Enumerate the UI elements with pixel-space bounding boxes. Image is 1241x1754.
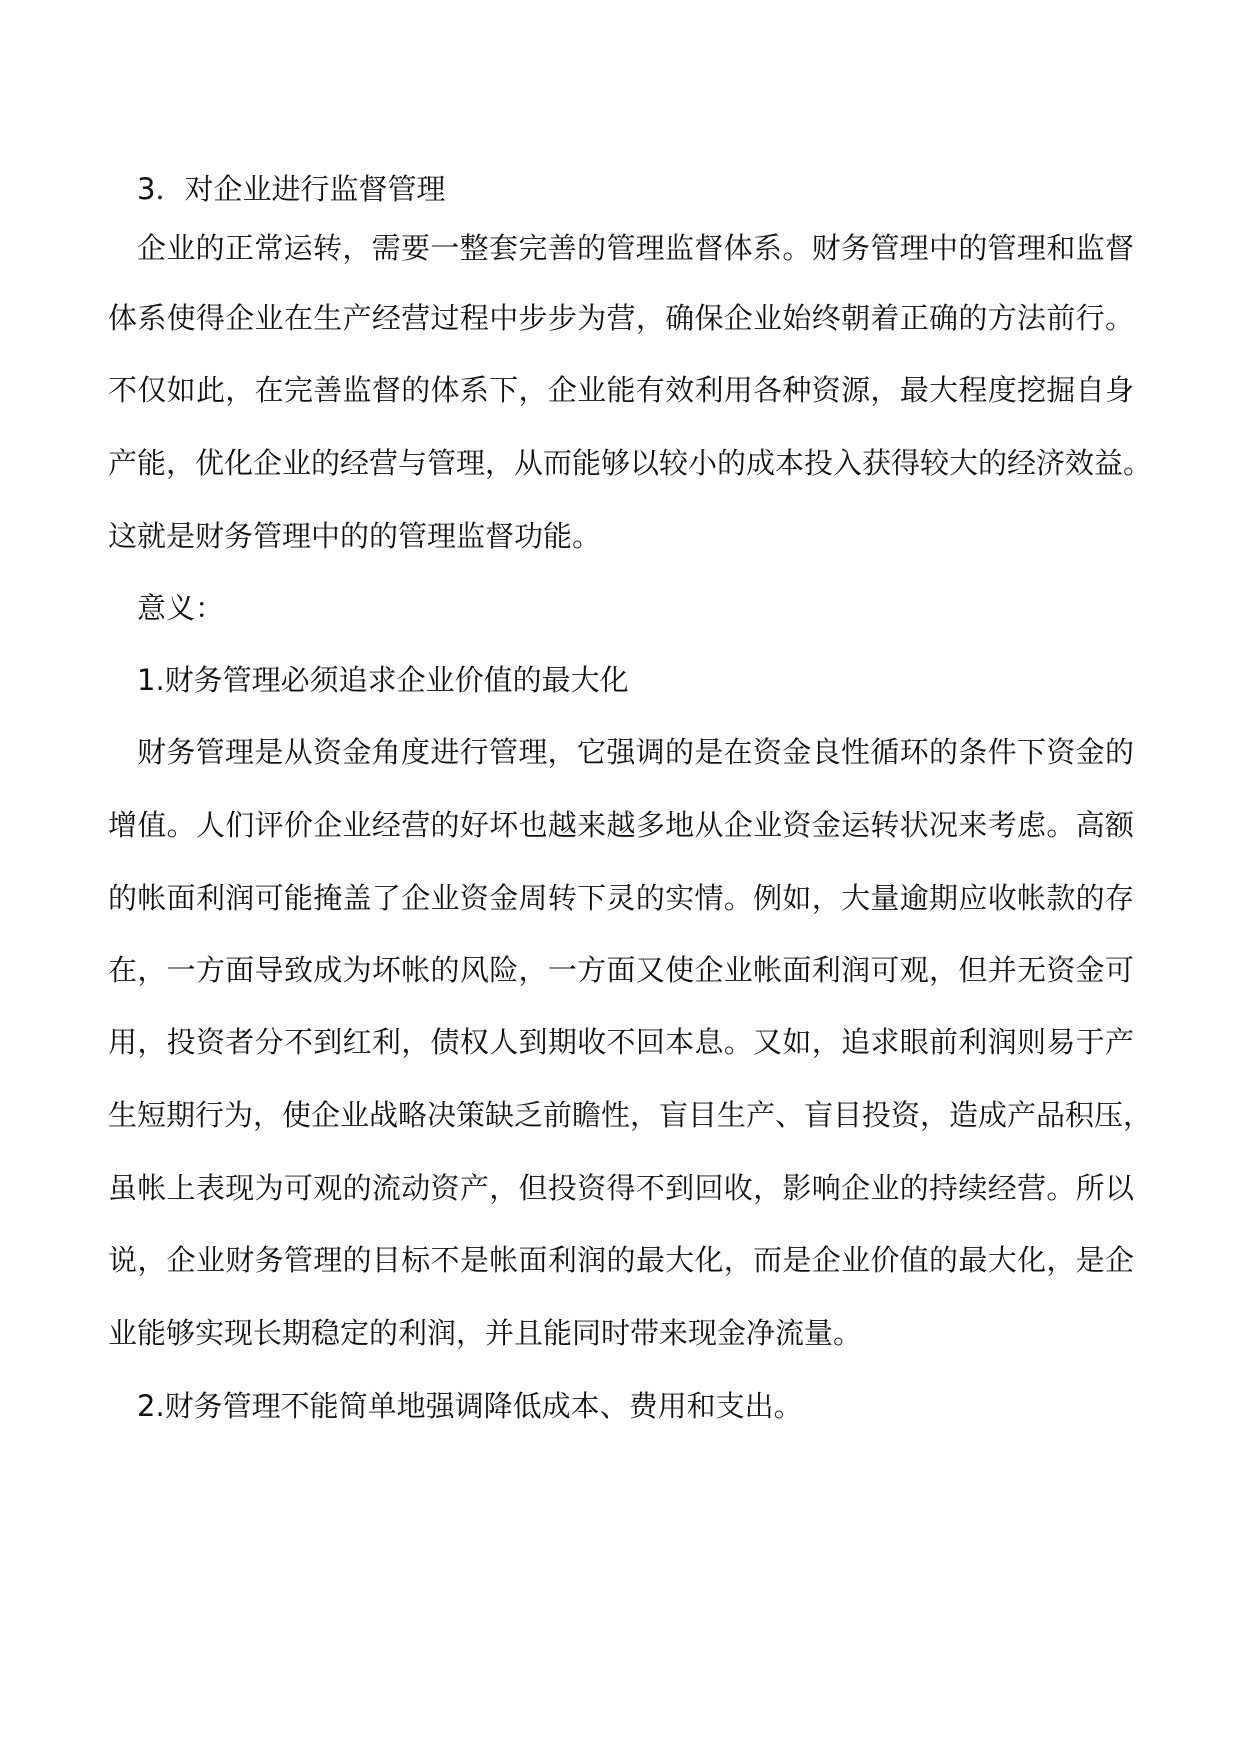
- paragraph-line: 产能，优化企业的经营与管理，从而能够以较小的成本投入获得较大的经济效益。: [108, 446, 1153, 480]
- paragraph-line: 虽帐上表现为可观的流动资产，但投资得不到回收，影响企业的持续经营。所以: [108, 1171, 1134, 1205]
- subheading-value-maximization: 1.财务管理必须追求企业价值的最大化: [137, 663, 629, 697]
- paragraph-line: 财务管理是从资金角度进行管理，它强调的是在资金良性循环的条件下资金的: [137, 735, 1134, 769]
- section-heading-significance: 意义：: [137, 591, 225, 625]
- paragraph-line: 的帐面利润可能掩盖了企业资金周转下灵的实情。例如，大量逾期应收帐款的存: [108, 881, 1134, 915]
- subheading-cost-reduction: 2.财务管理不能简单地强调降低成本、费用和支出。: [137, 1389, 803, 1423]
- paragraph-line: 企业的正常运转，需要一整套完善的管理监督体系。财务管理中的管理和监督: [137, 231, 1134, 265]
- paragraph-line: 生短期行为，使企业战略决策缺乏前瞻性，盲目生产、盲目投资，造成产品积压，: [108, 1098, 1153, 1132]
- paragraph-line: 在，一方面导致成为坏帐的风险，一方面又使企业帐面利润可观，但并无资金可: [108, 953, 1134, 987]
- paragraph-line: 这就是财务管理中的的管理监督功能。: [108, 519, 602, 553]
- section-heading-supervision: 3．对企业进行监督管理: [137, 172, 446, 206]
- paragraph-line: 增值。人们评价企业经营的好坏也越来越多地从企业资金运转状况来考虑。高额: [108, 808, 1134, 842]
- paragraph-line: 业能够实现长期稳定的利润，并且能同时带来现金净流量。: [108, 1316, 863, 1350]
- paragraph-line: 体系使得企业在生产经营过程中步步为营，确保企业始终朝着正确的方法前行。: [108, 301, 1134, 335]
- paragraph-line: 不仅如此，在完善监督的体系下，企业能有效利用各种资源，最大程度挖掘自身: [108, 373, 1134, 407]
- paragraph-line: 说，企业财务管理的目标不是帐面利润的最大化，而是企业价值的最大化，是企: [108, 1243, 1134, 1277]
- paragraph-line: 用，投资者分不到红利，债权人到期收不回本息。又如，追求眼前利润则易于产: [108, 1025, 1134, 1059]
